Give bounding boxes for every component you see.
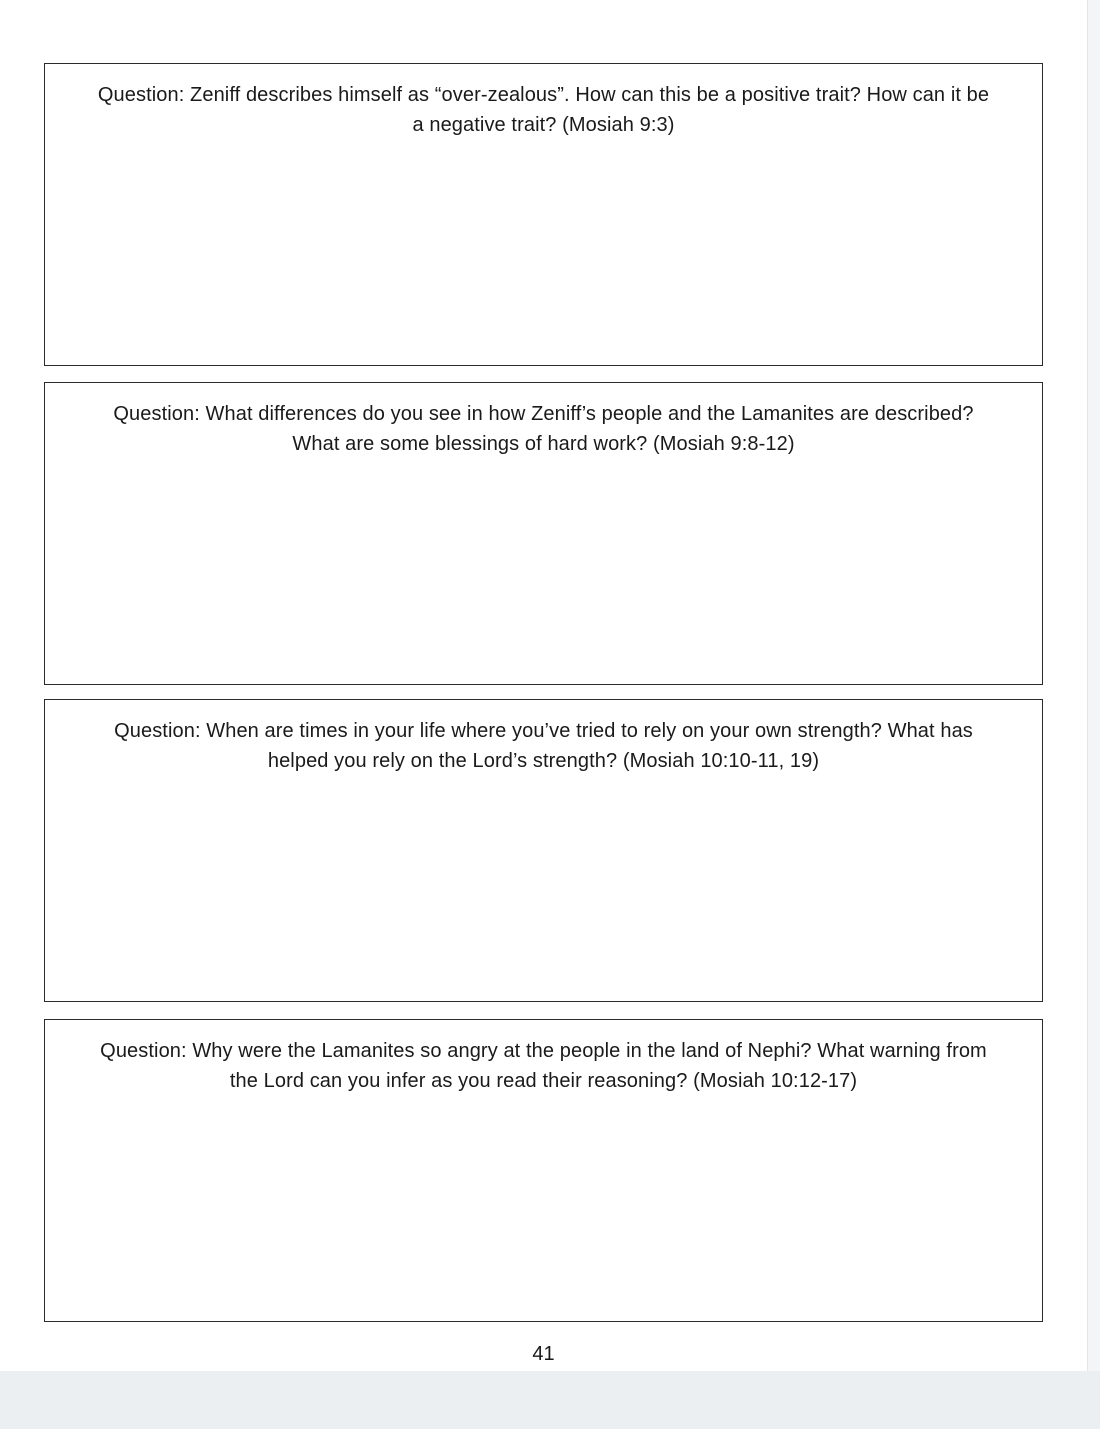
question-3-text: Question: When are times in your life where you’ve tried to rely on your own strength? What has helped you rely on the Lord’s strength? (Mosiah 10:10-11, 19): [114, 720, 973, 772]
question-2-text: Question: What differences do you see in how Zeniff’s people and the Lamanites are described? What are some blessings of hard work? (Mosiah 9:8-12): [113, 403, 974, 455]
answer-box-2[interactable]: [44, 382, 1043, 685]
question-4-text: Question: Why were the Lamanites so angry at the people in the land of Nephi? What warning from the Lord can you infer as you read their reasoning? (Mosiah 10:12-17): [100, 1040, 987, 1092]
vertical-scrollbar[interactable]: [1087, 0, 1100, 1371]
page-number: 41: [532, 1343, 555, 1365]
answer-box-4[interactable]: [44, 1019, 1043, 1322]
viewer-background: [0, 1371, 1100, 1429]
answer-box-1[interactable]: [44, 63, 1043, 366]
answer-box-3[interactable]: [44, 699, 1043, 1002]
question-1-text: Question: Zeniff describes himself as “over-zealous”. How can this be a positive trait? How can it be a negative trait? (Mosiah 9:3): [97, 84, 990, 136]
